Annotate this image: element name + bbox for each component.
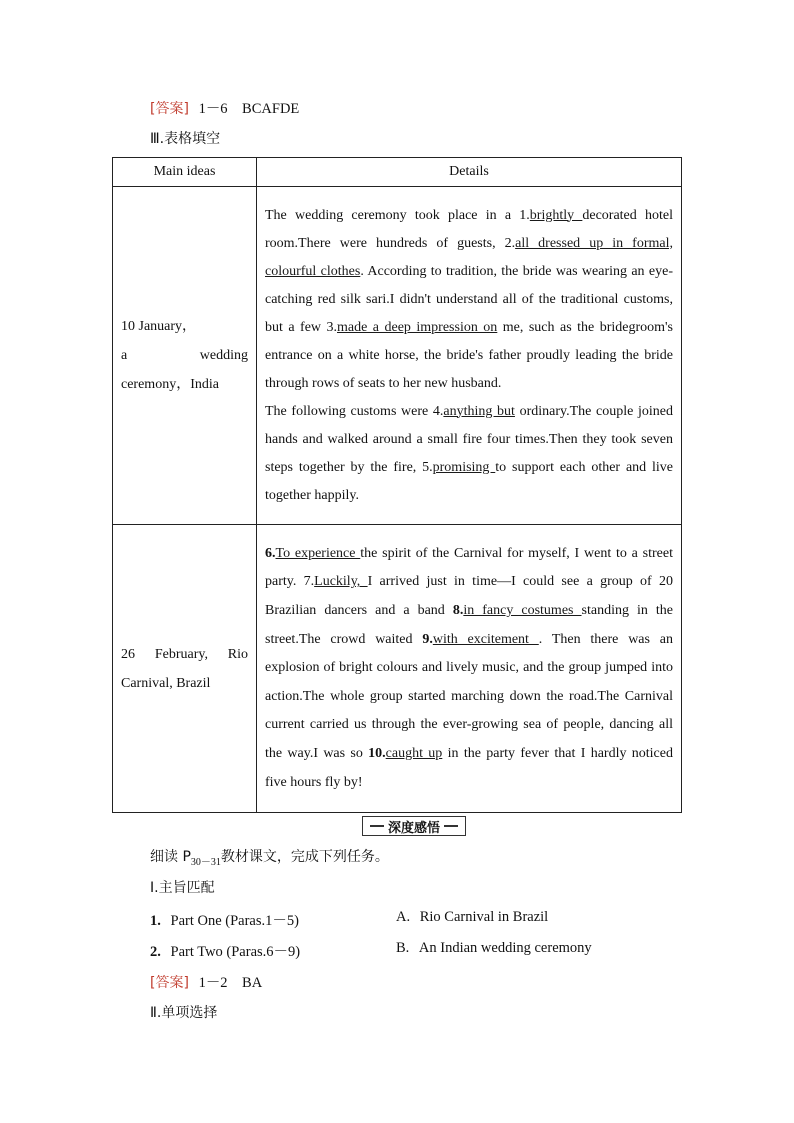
details-cell: [257, 525, 682, 813]
answer-line-1: [150, 97, 299, 118]
section-heading-single-choice: Ⅱ.单项选择: [150, 1005, 218, 1021]
blank-answer: anything but: [443, 403, 515, 419]
match-letter: A.: [396, 909, 411, 925]
detail-text: I arrived just in time—I could see a group of 20 Brazilian dancers and a band: [265, 574, 674, 619]
match-right: An Indian wedding ceremony: [418, 940, 592, 956]
answer-text: 1－2 BA: [198, 975, 263, 991]
answer-tag: [答案]: [150, 975, 189, 991]
blank-answer: brightly: [529, 207, 583, 223]
table-row: [113, 525, 682, 813]
blank-answer: Luckily,: [314, 574, 368, 590]
details-cell: [257, 187, 682, 525]
header-main-ideas: Main ideas: [113, 158, 257, 187]
detail-text: the spirit of the Carnival for myself, I went to a street party.: [265, 545, 673, 590]
blank-answer: made a deep impression on: [337, 319, 498, 335]
detail-text: . Then there was an explosion of bright colours and lively music, and the group jumped into action.The whole group started marching down the road.The Carnival current carried us through the ever-growing sea of people, dancing all the way.I was so: [265, 631, 673, 761]
instruction-post: 教材课文，完成下列任务。: [220, 849, 389, 865]
instruction-pre: 细读 P: [150, 849, 191, 865]
detail-text: in the party fever that I hardly noticed five hours fly by!: [265, 745, 673, 790]
main-idea-line: 10 January，: [121, 319, 197, 334]
blank-number: 9.: [422, 631, 433, 647]
blank-answer: with excitement: [432, 631, 539, 647]
detail-text: to support each other and live together happily.: [265, 459, 673, 503]
match-number: 2.: [150, 944, 161, 960]
banner-bar-left: [370, 825, 384, 827]
blank-number: 10.: [368, 745, 386, 761]
detail-text: . According to tradition, the bride was wearing an eye-catching red silk sari.I didn't understand all of the traditional customs, but a few 3.: [265, 263, 673, 335]
banner-bar-right: [444, 825, 458, 827]
match-letter: B.: [396, 940, 410, 956]
detail-paragraph: [265, 398, 673, 510]
match-option: [396, 909, 548, 926]
section-banner: [362, 816, 466, 836]
main-idea-line: a wedding ceremony，India: [121, 348, 248, 392]
table-header-row: [113, 158, 682, 187]
answer-text: 1－6 BCAFDE: [198, 101, 300, 117]
match-item: [150, 940, 300, 961]
blank-answer: To experience: [275, 545, 361, 561]
instruction-pages: 30－31: [190, 856, 221, 868]
instruction-line: [150, 846, 389, 868]
detail-text: The wedding ceremony took place in a 1.: [265, 207, 530, 223]
main-idea-cell: [113, 187, 257, 525]
detail-text: standing in the street.The crowd waited: [265, 603, 674, 647]
detail-text: decorated hotel room.There were hundreds of guests, 2.: [265, 207, 673, 251]
banner-title: 深度感悟: [387, 820, 440, 836]
detail-paragraph: [265, 540, 673, 797]
table-row: [113, 187, 682, 525]
answer-tag: [答案]: [150, 101, 189, 117]
match-number: 1.: [150, 913, 161, 929]
blank-number: 7.: [303, 574, 315, 590]
match-left: Part Two (Paras.6－9): [170, 944, 301, 960]
header-details: Details: [257, 158, 682, 187]
match-option: [396, 940, 592, 957]
match-left: Part One (Paras.1－5): [170, 913, 299, 929]
answer-line-2: [150, 971, 262, 992]
detail-text: me, such as the bridegroom's entrance on a white horse, the bride's father proudly leading the bride through rows of seats to her new husband.: [265, 319, 673, 391]
blank-answer: all dressed up in formal, colourful clothes: [265, 235, 673, 279]
match-item: [150, 909, 299, 930]
blank-answer: in fancy costumes: [463, 603, 582, 619]
blank-answer: promising: [432, 459, 496, 475]
detail-paragraph: [265, 202, 673, 398]
blank-answer: caught up: [385, 745, 443, 761]
detail-text: ordinary.The couple joined hands and walked around a small fire four times.Then they took seven steps together by the fire, 5.: [265, 403, 673, 475]
blank-number: 8.: [452, 603, 464, 619]
detail-text: The following customs were 4.: [265, 403, 444, 419]
match-right: Rio Carnival in Brazil: [419, 909, 549, 925]
section-heading-matching: Ⅰ.主旨匹配: [150, 880, 215, 896]
fill-in-table: [112, 157, 682, 813]
main-idea-cell: 26 February, Rio Carnival, Brazil: [113, 525, 257, 813]
section-heading-table-fill: Ⅲ.表格填空: [150, 131, 221, 147]
blank-number: 6.: [265, 545, 276, 561]
